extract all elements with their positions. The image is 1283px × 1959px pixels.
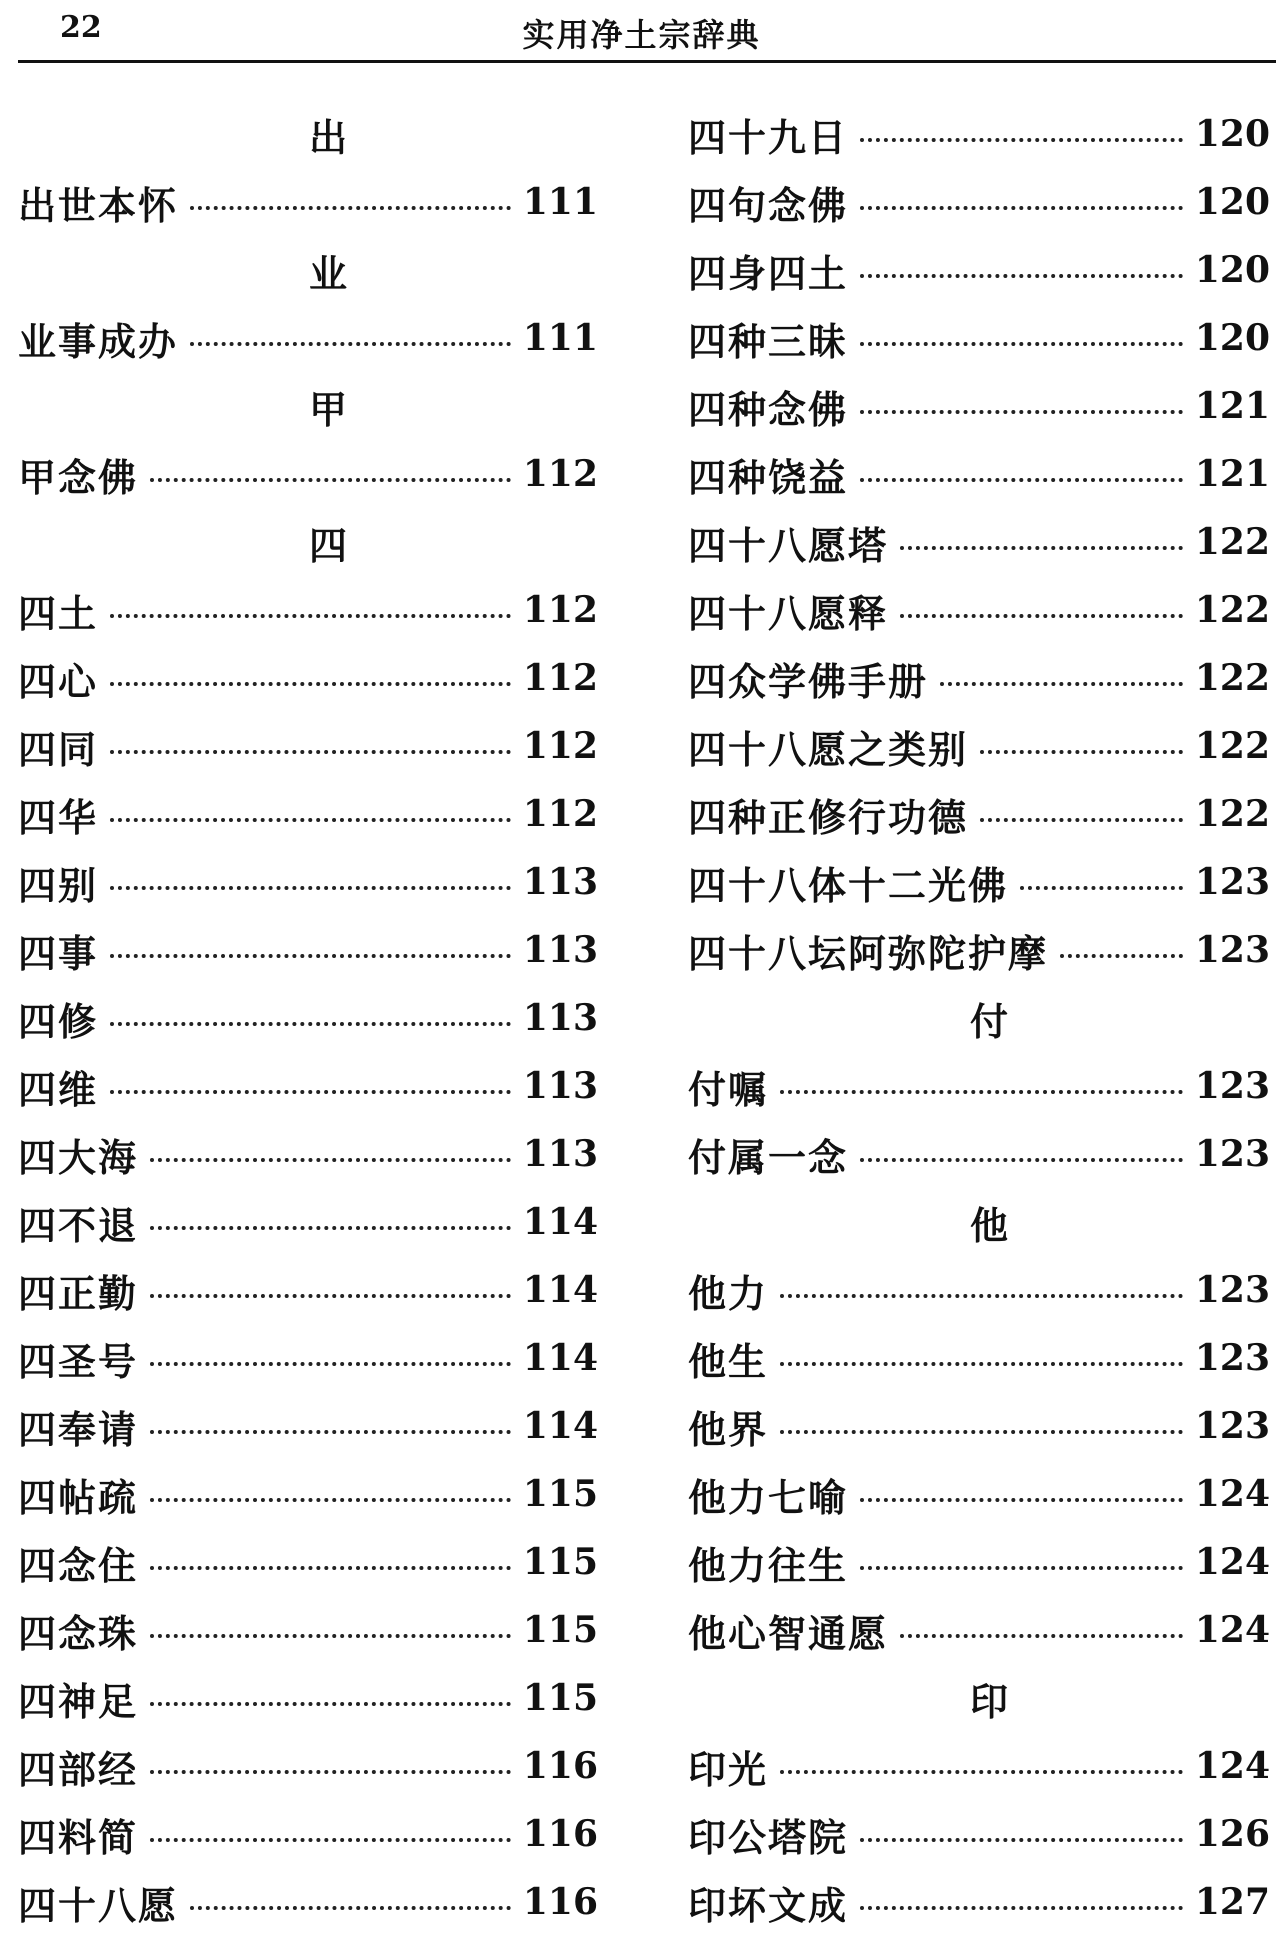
index-entry [688,236,1270,304]
entry-page-number: 116 [522,1745,598,1787]
index-entry [688,576,1270,644]
entry-term: 四种正修行功德 [688,794,969,840]
index-entry [688,100,1270,168]
entry-term: 四十八愿释 [688,590,889,636]
dot-leader [1060,954,1183,958]
entry-page-number: 112 [522,453,598,495]
entry-term: 四十八愿 [18,1882,179,1928]
index-entry [18,1596,598,1664]
entry-page-number: 115 [522,1677,598,1719]
dot-leader [780,1770,1183,1774]
index-entry [688,1256,1270,1324]
entry-page-number: 114 [522,1405,598,1447]
index-entry [688,1052,1270,1120]
entry-term: 四种饶益 [688,454,849,500]
entry-page-number: 115 [522,1609,598,1651]
index-entry [18,1324,598,1392]
entry-term: 四修 [18,998,99,1044]
dot-leader [110,818,511,822]
dot-leader [860,138,1183,142]
index-entry [18,304,598,372]
entry-page-number: 123 [1194,1405,1270,1447]
index-entry [18,1460,598,1528]
index-entry [18,712,598,780]
index-entry [688,1868,1270,1936]
entry-term: 四别 [18,862,99,908]
entry-term: 他生 [688,1338,769,1384]
entry-term: 他力七喻 [688,1474,849,1520]
entry-term: 印光 [688,1746,769,1792]
entry-term: 他界 [688,1406,769,1452]
index-entry [18,916,598,984]
dot-leader [110,886,511,890]
index-entry [18,644,598,712]
dot-leader [860,1158,1183,1162]
index-entry [688,1120,1270,1188]
entry-page-number: 124 [1194,1541,1270,1583]
index-entry [688,1460,1270,1528]
entry-page-number: 111 [522,317,598,359]
dot-leader [1020,886,1183,890]
entry-term: 四部经 [18,1746,139,1792]
entry-page-number: 126 [1194,1813,1270,1855]
dot-leader [860,478,1183,482]
entry-term: 四土 [18,590,99,636]
entry-term: 四神足 [18,1678,139,1724]
entry-page-number: 122 [1194,657,1270,699]
entry-page-number: 123 [1194,861,1270,903]
entry-term: 四同 [18,726,99,772]
index-entry [18,984,598,1052]
dot-leader [150,1634,511,1638]
index-entry [688,304,1270,372]
entry-page-number: 111 [522,181,598,223]
dot-leader [150,1770,511,1774]
index-entry [688,1800,1270,1868]
entry-term: 四料简 [18,1814,139,1860]
entry-page-number: 114 [522,1201,598,1243]
dot-leader [150,478,511,482]
entry-page-number: 123 [1194,1133,1270,1175]
entry-term: 四十八坛阿弥陀护摩 [688,930,1049,976]
section-heading: 出 [308,114,347,160]
index-entry [18,1392,598,1460]
entry-term: 四十八愿之类别 [688,726,969,772]
dot-leader [110,614,511,618]
entry-page-number: 116 [522,1813,598,1855]
page-header [0,0,1283,70]
dot-leader [860,1838,1183,1842]
header-divider [18,60,1276,63]
index-entry [18,1120,598,1188]
entry-page-number: 116 [522,1881,598,1923]
entry-page-number: 121 [1194,385,1270,427]
dot-leader [150,1838,511,1842]
dot-leader [110,1022,511,1026]
dot-leader [150,1362,511,1366]
dot-leader [110,1090,511,1094]
entry-page-number: 124 [1194,1745,1270,1787]
entry-term: 四十九日 [688,114,849,160]
entry-page-number: 113 [522,997,598,1039]
running-title: 实用净土宗辞典 [522,16,761,54]
index-entry [688,508,1270,576]
dot-leader [900,1634,1183,1638]
dot-leader [860,274,1183,278]
dot-leader [900,546,1183,550]
entry-term: 四众学佛手册 [688,658,929,704]
entry-page-number: 115 [522,1541,598,1583]
index-entry [18,168,598,236]
index-entry [688,916,1270,984]
dot-leader [190,342,511,346]
dot-leader [780,1430,1183,1434]
dot-leader [150,1702,511,1706]
section-heading: 业 [308,250,347,296]
entry-term: 四心 [18,658,99,704]
entry-page-number: 124 [1194,1473,1270,1515]
entry-page-number: 124 [1194,1609,1270,1651]
index-entry [18,1664,598,1732]
page-number: 22 [60,10,102,45]
entry-term: 他心智通愿 [688,1610,889,1656]
dot-leader [150,1498,511,1502]
entry-page-number: 113 [522,929,598,971]
entry-page-number: 115 [522,1473,598,1515]
dot-leader [980,818,1183,822]
index-entry [688,1324,1270,1392]
entry-term: 业事成办 [18,318,179,364]
dot-leader [940,682,1183,686]
section-heading: 四 [308,522,347,568]
section-heading: 印 [969,1678,1008,1724]
index-entry [688,1596,1270,1664]
entry-page-number: 112 [522,589,598,631]
entry-term: 他力 [688,1270,769,1316]
index-entry [688,1528,1270,1596]
dot-leader [980,750,1183,754]
entry-term: 印坏文成 [688,1882,849,1928]
dot-leader [780,1362,1183,1366]
entry-term: 四事 [18,930,99,976]
index-entry [18,1052,598,1120]
entry-term: 四帖疏 [18,1474,139,1520]
dot-leader [190,1906,511,1910]
entry-term: 四身四土 [688,250,849,296]
entry-page-number: 112 [522,725,598,767]
index-entry [688,440,1270,508]
index-entry [18,1256,598,1324]
dot-leader [860,206,1183,210]
entry-term: 四句念佛 [688,182,849,228]
entry-page-number: 114 [522,1269,598,1311]
entry-term: 四圣号 [18,1338,139,1384]
entry-page-number: 122 [1194,725,1270,767]
index-entry [688,168,1270,236]
entry-page-number: 120 [1194,113,1270,155]
entry-page-number: 121 [1194,453,1270,495]
dot-leader [860,1498,1183,1502]
dot-leader [860,342,1183,346]
index-entry [18,576,598,644]
index-entry [18,1800,598,1868]
index-entry [18,848,598,916]
entry-term: 四维 [18,1066,99,1112]
dot-leader [780,1090,1183,1094]
entry-page-number: 123 [1194,929,1270,971]
entry-page-number: 127 [1194,1881,1270,1923]
entry-page-number: 120 [1194,249,1270,291]
entry-page-number: 123 [1194,1065,1270,1107]
entry-page-number: 122 [1194,521,1270,563]
dot-leader [110,954,511,958]
dot-leader [110,750,511,754]
entry-term: 四华 [18,794,99,840]
index-entry [688,780,1270,848]
index-entry [688,848,1270,916]
entry-term: 他力往生 [688,1542,849,1588]
dot-leader [150,1226,511,1230]
entry-term: 四十八愿塔 [688,522,889,568]
entry-term: 四念住 [18,1542,139,1588]
dot-leader [190,206,511,210]
entry-page-number: 113 [522,1065,598,1107]
dot-leader [150,1158,511,1162]
dot-leader [110,682,511,686]
index-column-left [18,100,598,1936]
index-entry [18,1528,598,1596]
index-entry [688,372,1270,440]
index-entry [688,644,1270,712]
index-entry [18,440,598,508]
section-heading: 甲 [308,386,347,432]
index-entry [18,780,598,848]
entry-term: 四念珠 [18,1610,139,1656]
entry-page-number: 123 [1194,1269,1270,1311]
entry-term: 付嘱 [688,1066,769,1112]
dot-leader [900,614,1183,618]
entry-page-number: 122 [1194,589,1270,631]
section-heading: 付 [969,998,1008,1044]
entry-term: 四正勤 [18,1270,139,1316]
dot-leader [860,1906,1183,1910]
entry-page-number: 112 [522,793,598,835]
dot-leader [150,1294,511,1298]
index-entry [18,1868,598,1936]
entry-term: 出世本怀 [18,182,179,228]
entry-term: 四奉请 [18,1406,139,1452]
entry-term: 印公塔院 [688,1814,849,1860]
index-entry [688,1732,1270,1800]
entry-page-number: 123 [1194,1337,1270,1379]
dot-leader [150,1566,511,1570]
index-column-right [688,100,1270,1936]
index-entry [688,712,1270,780]
entry-term: 四种念佛 [688,386,849,432]
entry-page-number: 113 [522,1133,598,1175]
index-entry [18,1188,598,1256]
index-entry [688,1392,1270,1460]
entry-term: 四种三昧 [688,318,849,364]
entry-page-number: 120 [1194,317,1270,359]
section-heading: 他 [969,1202,1008,1248]
entry-page-number: 114 [522,1337,598,1379]
entry-page-number: 113 [522,861,598,903]
entry-term: 付属一念 [688,1134,849,1180]
entry-term: 甲念佛 [18,454,139,500]
dot-leader [860,1566,1183,1570]
dot-leader [860,410,1183,414]
entry-page-number: 122 [1194,793,1270,835]
dot-leader [150,1430,511,1434]
index-entry [18,1732,598,1800]
entry-term: 四不退 [18,1202,139,1248]
entry-term: 四十八体十二光佛 [688,862,1009,908]
entry-term: 四大海 [18,1134,139,1180]
entry-page-number: 112 [522,657,598,699]
entry-page-number: 120 [1194,181,1270,223]
dot-leader [780,1294,1183,1298]
